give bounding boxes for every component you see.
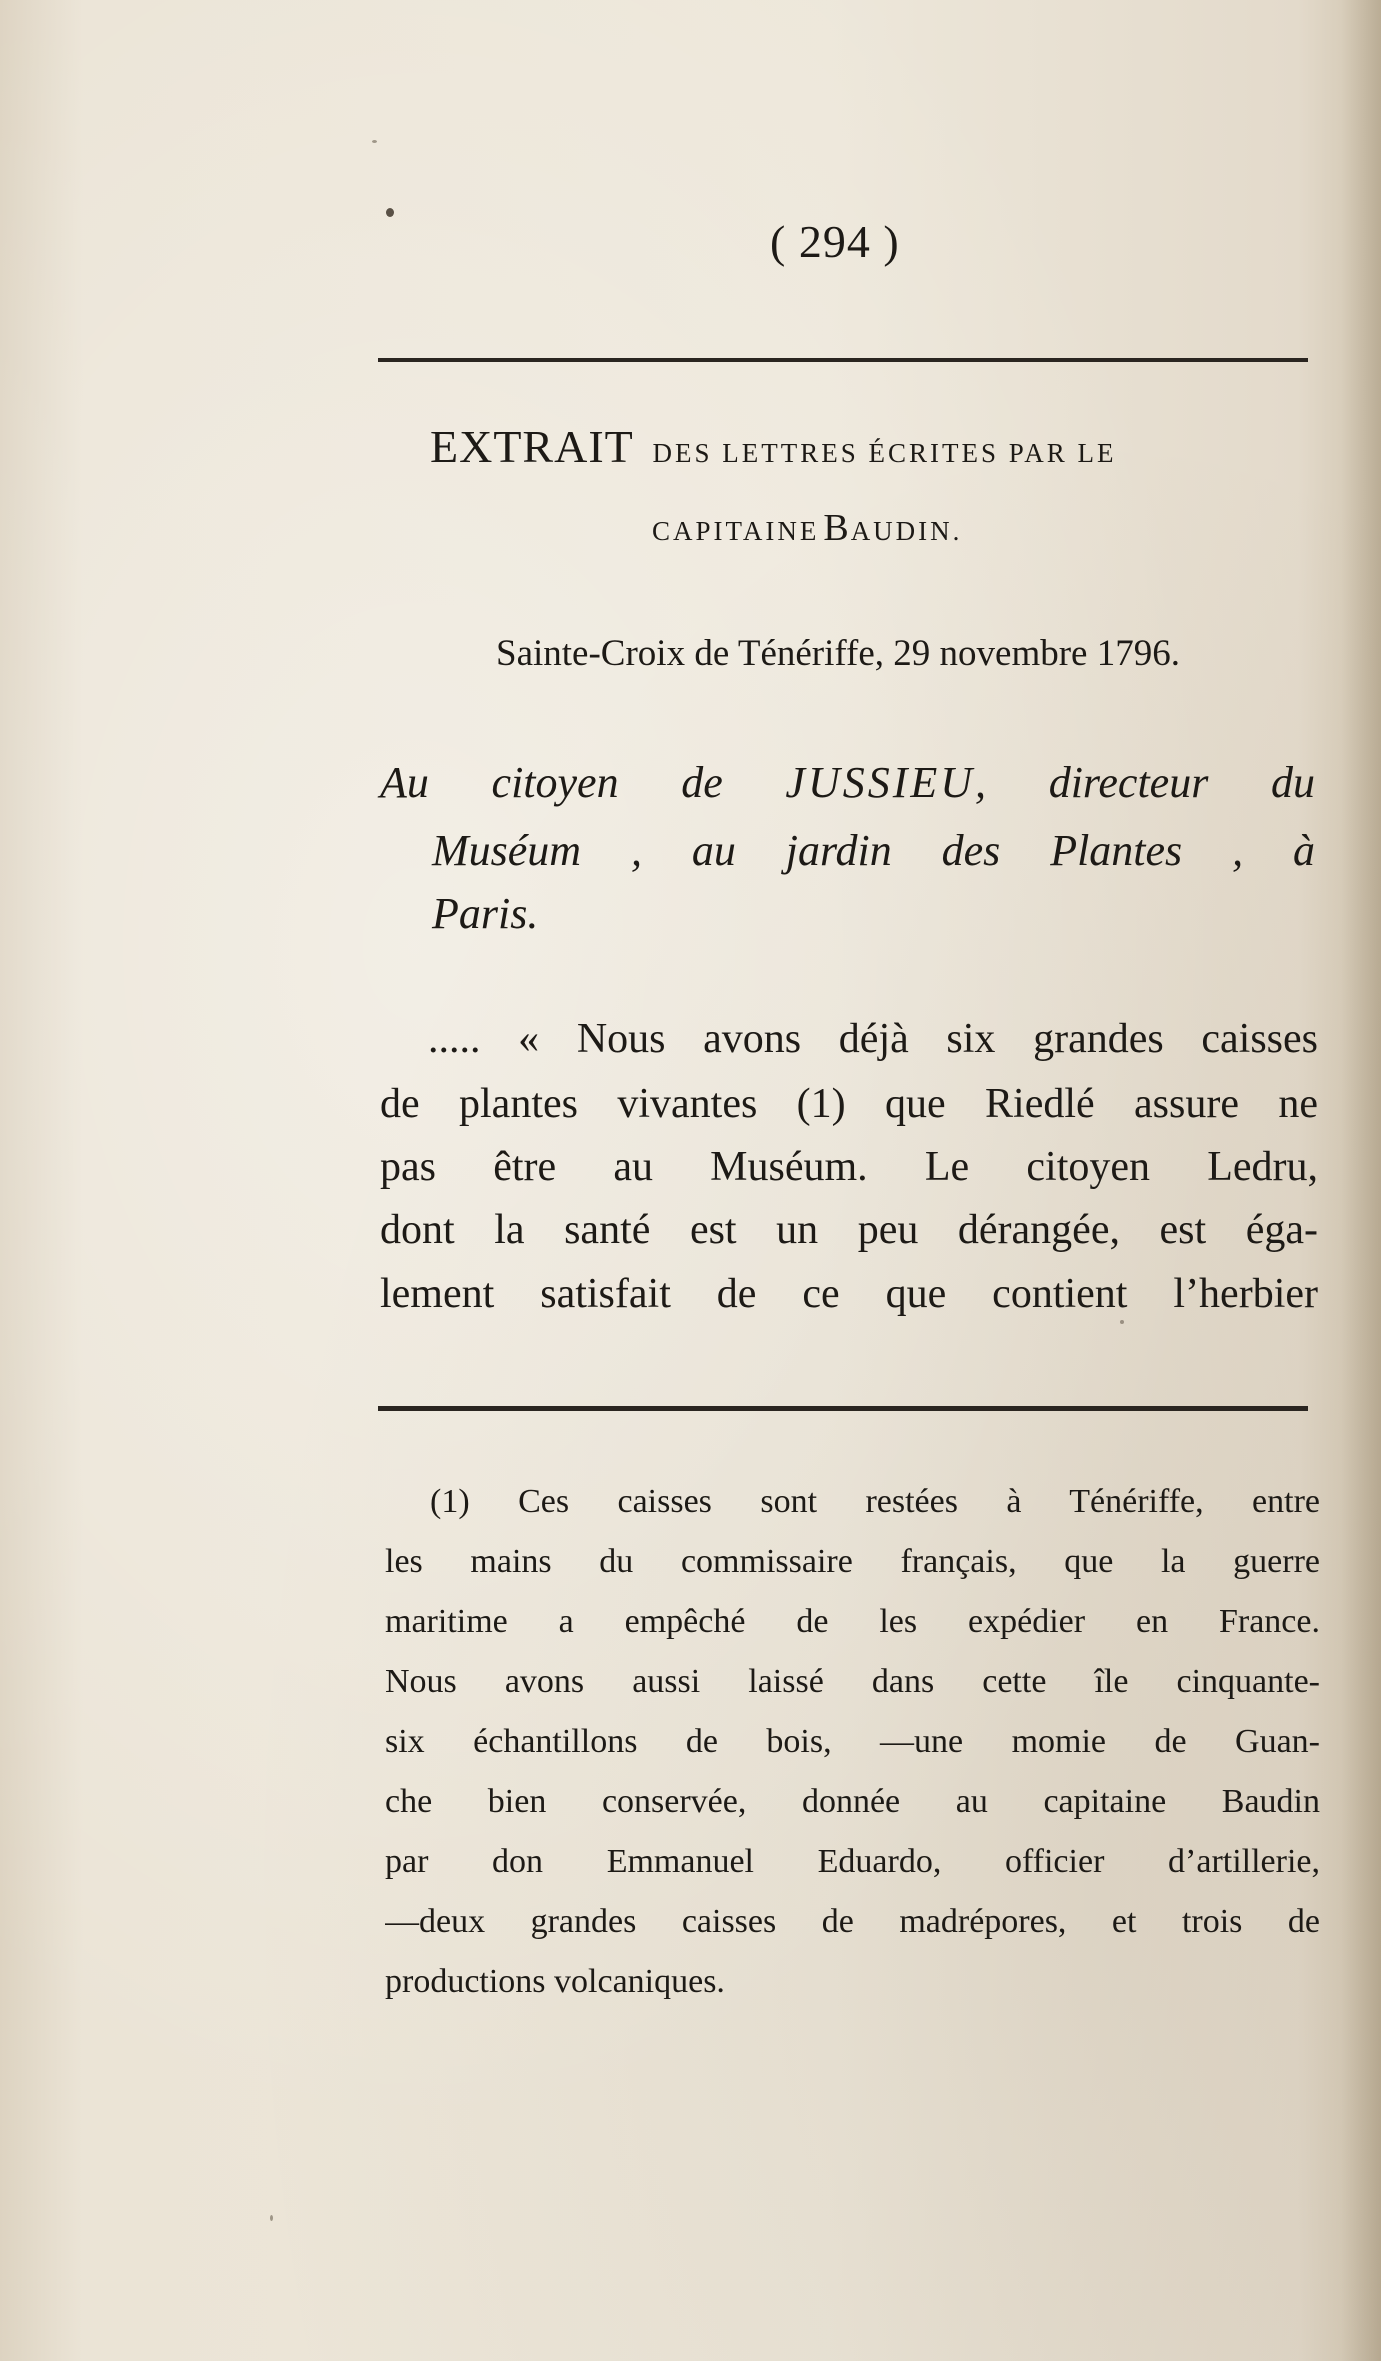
- paper-speck: [1120, 1320, 1124, 1324]
- body-text-line: de plantes vivantes (1) que Riedlé assure ne: [380, 1081, 1318, 1127]
- footnote-line: (1) Ces caisses sont restées à Ténériffe, entre: [430, 1483, 1320, 1520]
- ink-dot: [386, 208, 394, 217]
- footnote-line: maritime a empêché de les expédier en France.: [385, 1603, 1320, 1640]
- section-heading-line2: [652, 506, 1152, 550]
- paper-speck: [372, 140, 377, 143]
- footnote-line: par don Emmanuel Eduardo, officier d’artillerie,: [385, 1843, 1320, 1880]
- heading-small-caps: DES LETTRES ÉCRITES PAR LE: [652, 438, 1117, 468]
- heading-surname: AUDIN.: [850, 516, 963, 546]
- footnote-line: les mains du commissaire français, que la guerre: [385, 1543, 1320, 1580]
- heading-main-word: EXTRAIT: [430, 421, 634, 472]
- address-line-3: Paris.: [432, 889, 539, 938]
- footnote-rule: [378, 1406, 1308, 1411]
- body-text-line: ..... « Nous avons déjà six grandes caisses: [428, 1016, 1318, 1062]
- address-salutation: Au citoyen de: [380, 758, 786, 807]
- footnote-line: productions volcaniques.: [385, 1963, 725, 2000]
- body-text-line: lement satisfait de ce que contient l’herbier: [380, 1271, 1318, 1317]
- address-line-1: [380, 757, 1315, 808]
- body-text-line: dont la santé est un peu dérangée, est éga-: [380, 1207, 1318, 1253]
- dateline: Sainte-Croix de Ténériffe, 29 novembre 1796.: [496, 633, 1180, 674]
- address-line-2: Muséum , au jardin des Plantes , à: [432, 826, 1315, 875]
- spine-shadow: [1341, 0, 1381, 2361]
- paper-speck: [270, 2215, 273, 2221]
- footnote-line: six échantillons de bois, —une momie de Guan-: [385, 1723, 1320, 1760]
- footnote-line: —deux grandes caisses de madrépores, et trois de: [385, 1903, 1320, 1940]
- heading-initial: B: [823, 507, 851, 549]
- page-number: ( 294 ): [770, 216, 900, 267]
- address-recipient-name: JUSSIEU: [785, 758, 976, 807]
- section-heading: [430, 420, 1330, 473]
- footnote-line: Nous avons aussi laissé dans cette île cinquante-: [385, 1663, 1320, 1700]
- heading-capitaine: CAPITAINE: [652, 516, 820, 546]
- header-rule: [378, 358, 1308, 362]
- address-title: , directeur du: [975, 758, 1315, 807]
- body-text-line: pas être au Muséum. Le citoyen Ledru,: [380, 1144, 1318, 1190]
- footnote-line: che bien conservée, donnée au capitaine Baudin: [385, 1783, 1320, 1820]
